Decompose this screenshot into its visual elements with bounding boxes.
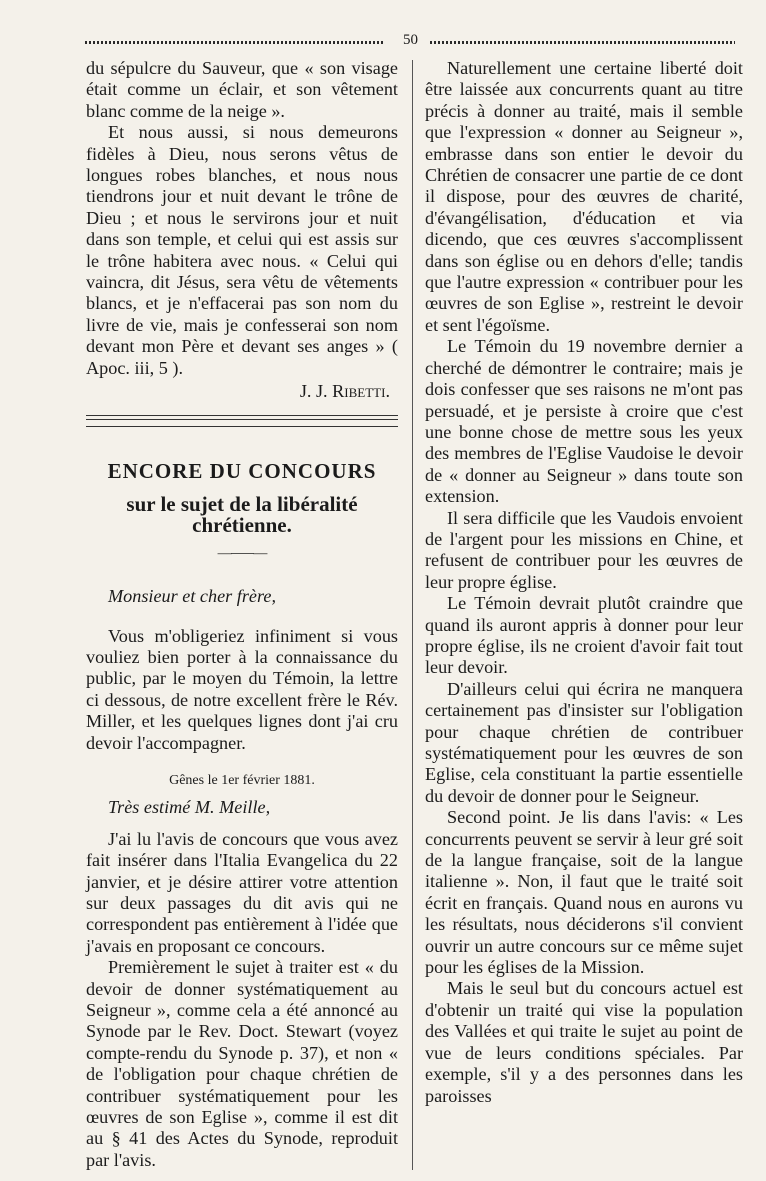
- section-divider: [86, 415, 398, 420]
- article-title: ENCORE DU CONCOURS: [107, 458, 377, 483]
- paragraph: Et nous aussi, si nous demeurons fidèles à Dieu, nous serons vêtus de longues robes blanches, et nous nous tiendrons jour et nuit devant le trône de Dieu ; et nous le servirons jour et nuit dans son temple, et celui qui est assis sur le trône habitera avec nous. « Celui qui vaincra, dit Jésus, sera vêtu de vêtements blancs, et je n'effacerai pas son nom du livre de vie, mais je confesserai son nom devant mon Père et devant ses anges » ( Apoc. iii, 5 ).: [86, 122, 398, 378]
- article-subtitle: sur le sujet de la libéralité chrétienne.: [126, 491, 358, 538]
- left-column: [86, 58, 398, 1171]
- title-ornament: —⸺—: [217, 545, 267, 561]
- column-divider: [412, 60, 413, 1170]
- paragraph: du sépulcre du Sauveur, que « son visage était comme un éclair, et son vêtement blanc comme de la neige ».: [86, 58, 398, 121]
- page-header: [85, 32, 735, 52]
- right-column: [425, 58, 743, 1107]
- header-rule-right: [430, 41, 735, 44]
- paragraph: Le Témoin du 19 novembre dernier a cherché de démontrer le contraire; mais je dois confesser que ses raisons ne m'ont pas persuadé, et je persiste à croire que c'est une bonne chose de mettre sous les yeux des membres de l'Eglise Vaudoise le devoir de « donner au Seigneur » dans toute son extension.: [425, 336, 743, 507]
- paragraph: D'ailleurs celui qui écrira ne manquera certainement pas d'insister sur l'obligation pour chaque chrétien de contribuer systématiquement pour les œuvres de son Eglise, cela constituant la partie essentielle du devoir de donner pour le Seigneur.: [425, 678, 743, 806]
- page-number: 50: [403, 32, 418, 48]
- paragraph: Premièrement le sujet à traiter est « du devoir de donner systématiquement au Seigneur », comme cela a été annoncé au Synode par le Rev. Doct. Stewart (voyez compte-rendu du Synode p. 37), et non « de l'obligation pour chaque chrétien de contribuer systématiquement pour les œuvres de son Eglise », comme il est dit au § 41 des Actes du Synode, reproduit par l'avis.: [86, 957, 398, 1170]
- letter-greeting: Monsieur et cher frère,: [108, 586, 277, 607]
- paragraph: J'ai lu l'avis de concours que vous avez fait insérer dans l'Italia Evangelica du 22 janvier, et je désire attirer votre attention sur deux passages du dit avis qui ne correspondent pas entièrement à l'idée que j'avais en proposant ce concours.: [86, 828, 398, 956]
- paragraph: Vous m'obligeriez infiniment si vous vouliez bien porter à la connaissance du public, par le moyen du Témoin, la lettre ci dessous, de notre excellent frère le Rév. Miller, et les quelques lignes dont j'ai cru devoir l'accompagner.: [86, 625, 398, 753]
- paragraph: Le Témoin devrait plutôt craindre que quand ils auront appris à donner pour leur propre église, ils ne croient d'avoir fait tout leur devoir.: [425, 593, 743, 678]
- header-rule-left: [85, 41, 385, 44]
- paragraph: Second point. Je lis dans l'avis: « Les concurrents peuvent se servir à leur gré soit de la langue française, soit de la langue italienne ». Non, il faut que le traité soit écrit en français. Quand nous en aurons vu les résultats, nous déciderons s'il convient ouvrir un autre concours sur ce même sujet pour les églises de la Mission.: [425, 807, 743, 978]
- letter-dateline: Gênes le 1er février 1881.: [169, 772, 315, 788]
- paragraph: Il sera difficile que les Vaudois envoient de l'argent pour les missions en Chine, et refusent de contribuer pour les œuvres de leur propre église.: [425, 507, 743, 592]
- author-signature: J. J. Ribetti.: [299, 381, 390, 402]
- paragraph: Naturellement une certaine liberté doit être laissée aux concurrents quant au titre précis à donner au traité, mais il semble que l'expression « donner au Seigneur », embrasse dans son entier le devoir du Chrétien de consacrer une partie de ce dont il dispose, pour des œuvres de charité, d'évangélisation, d'éducation et via dicendo, que ces œuvres s'accomplissent dans son église ou en dehors d'elle; tandis que l'autre expression « contribuer pour les œuvres de son Eglise », restreint le devoir et sent l'égoïsme.: [425, 58, 743, 335]
- letter-salutation: Très estimé M. Meille,: [108, 797, 271, 818]
- paragraph: Mais le seul but du concours actuel est d'obtenir un traité qui vise la population des Vallées et qui traite le sujet au point de vue de leurs conditions spéciales. Par exemple, s'il y a des personnes dans les paroisses: [425, 978, 743, 1106]
- section-divider-thin: [86, 426, 398, 427]
